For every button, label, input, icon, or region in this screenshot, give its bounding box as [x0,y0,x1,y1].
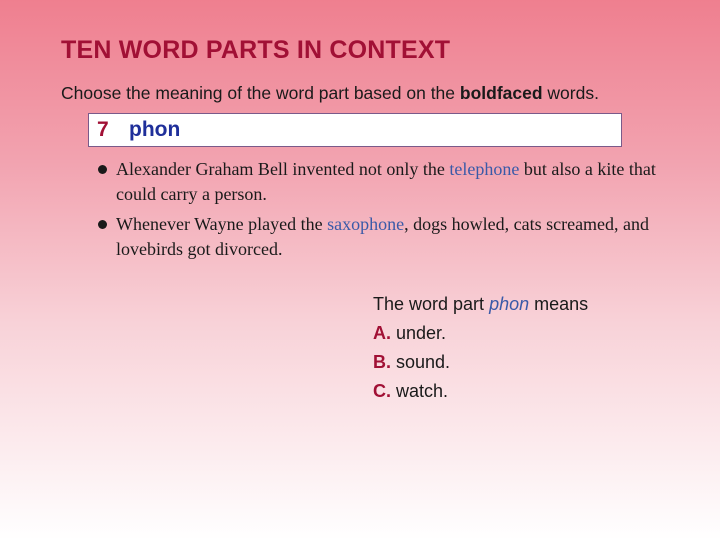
option-text: watch. [391,381,449,401]
item-number: 7 [97,118,109,141]
instruction-bold: boldfaced [459,83,543,103]
instruction-after: words. [542,83,599,103]
instruction-before: Choose the meaning of the word part based on the [61,83,460,103]
sentence-keyword: saxophone [327,214,405,234]
question-word-part: phon [489,294,530,314]
answer-option-c[interactable] [373,377,588,406]
word-part: phon [129,118,181,141]
slide-title: TEN WORD PARTS IN CONTEXT [61,36,451,64]
answer-option-a[interactable] [373,319,588,348]
instruction-text [61,83,599,104]
question-block [373,290,588,406]
example-sentence: Whenever Wayne played the saxophone, dogs howled, cats screamed, and lovebirds got divorced. [116,214,650,259]
example-sentence: Alexander Graham Bell invented not only the telephone but also a kite that could carry a person. [116,159,656,204]
answer-option-b[interactable] [373,348,588,377]
option-letter: C. [373,381,391,401]
option-letter: A. [373,323,391,343]
option-letter: B. [373,352,391,372]
question-stem: The word part phon means [373,294,589,314]
sentence-keyword: telephone [449,159,520,179]
word-part-box [88,113,622,147]
bullet-icon [98,220,107,229]
bullet-icon [98,165,107,174]
option-text: under. [391,323,447,343]
option-text: sound. [391,352,451,372]
